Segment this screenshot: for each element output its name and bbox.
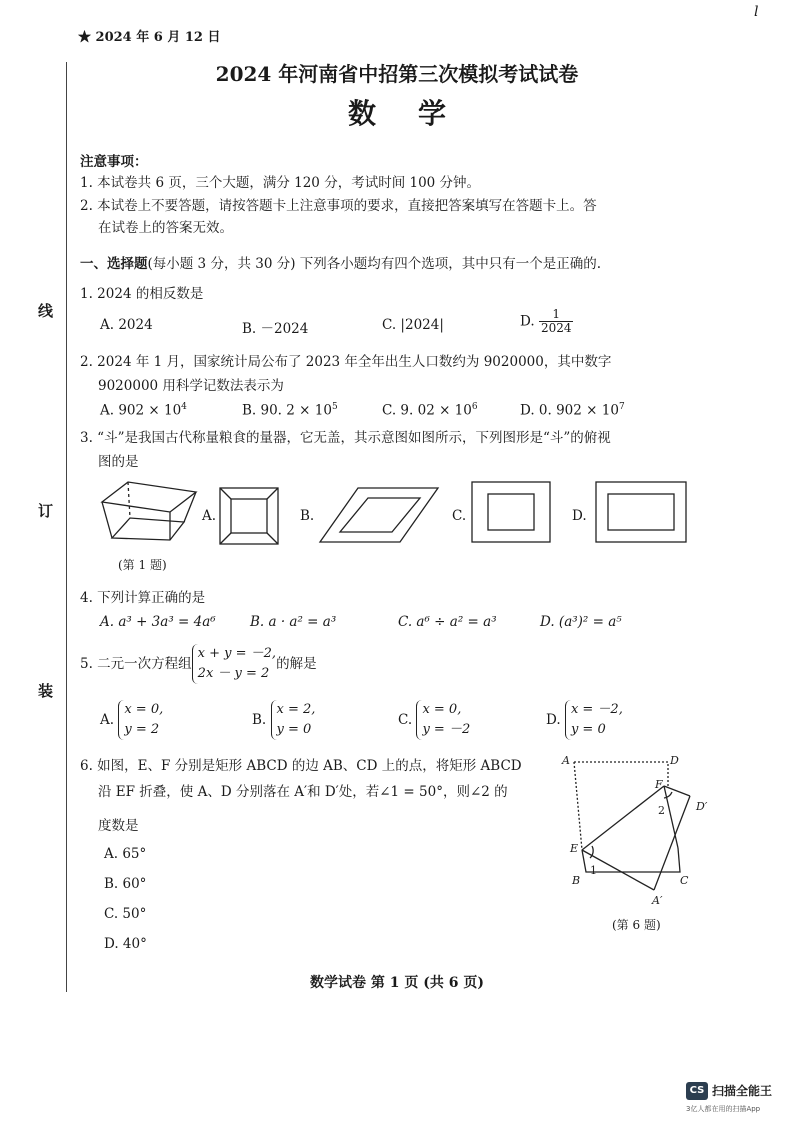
q4-option-c: C. a⁶ ÷ a² = a³ (398, 614, 497, 630)
q2-option-c (382, 402, 478, 419)
q1-option-c: C. |2024| (382, 317, 444, 333)
equation-line: x = 2, (276, 702, 316, 717)
q4-stem: 4. 下列计算正确的是 (80, 590, 206, 606)
q3-stem-line-2: 图的是 (98, 454, 139, 470)
q3-option-d-figure (596, 482, 688, 544)
notes-item-2-line-2: 在试卷上的答案无效。 (98, 220, 233, 236)
option-label: D. (546, 712, 561, 728)
label-c: C (680, 874, 689, 887)
exponent: 5 (331, 402, 338, 412)
exam-title: 2024 年河南省中招第三次模拟考试试卷 (215, 62, 579, 86)
binding-line (66, 62, 67, 992)
section-1-rule: (每小题 3 分，共 30 分) 下列各小题均有四个选项，其中只有一个是正确的. (147, 256, 602, 272)
label-a: A (562, 754, 570, 767)
q3-option-d-label: D. (572, 508, 587, 524)
q6-option-b: B. 60° (104, 876, 147, 892)
label-e: E (570, 842, 579, 855)
equation-line: x + y = －2, (197, 646, 277, 661)
fraction-denominator: 2024 (540, 321, 572, 335)
q1-stem: 1. 2024 的相反数是 (80, 286, 204, 302)
camscanner-tagline: 3亿人都在用的扫描App (686, 1105, 761, 1113)
q6-figure-caption: (第 6 题) (612, 918, 661, 932)
label-d: D (670, 754, 679, 767)
q3-option-a-figure (220, 488, 280, 546)
fraction-numerator: 1 (539, 308, 574, 322)
camscanner-name: 扫描全能王 (712, 1084, 773, 1098)
q3-option-b-figure (320, 488, 440, 544)
option-system (271, 700, 316, 740)
q5-option-d (546, 700, 623, 740)
margin-char-ding: 订 (38, 502, 54, 520)
q5-equation-system (192, 644, 276, 684)
option-system (565, 700, 623, 740)
q3-stem-line-1: 3. “斗”是我国古代称量粮食的量器，它无盖，其示意图如图所示，下列图形是“斗”的俯视 (80, 430, 611, 446)
option-system (118, 700, 163, 740)
q1-option-d-label: D. (520, 313, 535, 330)
margin-char-xian: 线 (38, 302, 54, 320)
q3-option-c-figure (472, 482, 552, 544)
option-text: D. 0. 902 × 10 (520, 402, 619, 419)
option-text: C. 9. 02 × 10 (382, 402, 472, 419)
equation-line: x = 0, (124, 702, 164, 717)
label-b: B (572, 874, 581, 887)
exponent: 7 (618, 402, 625, 412)
q4-option-a: A. a³ + 3a³ = 4a⁶ (100, 614, 216, 630)
q6-stem-line-1: 6. 如图，E、F 分别是矩形 ABCD 的边 AB、CD 上的点，将矩形 ABCD (80, 758, 522, 774)
q1-option-d (520, 308, 573, 335)
q3-option-b-label: B. (300, 508, 315, 524)
q1-option-d-fraction (539, 308, 574, 335)
q6-option-d: D. 40° (104, 936, 147, 952)
notes-item-2-line-1: 2. 本试卷上不要答题，请按答题卡上注意事项的要求，直接把答案填写在答题卡上。答 (80, 198, 597, 214)
exam-date: ★ 2024 年 6 月 12 日 (78, 30, 221, 45)
option-text: A. 902 × 10 (100, 402, 182, 419)
q2-option-b (242, 402, 338, 419)
equation-line: x = 0, (422, 702, 462, 717)
q5-option-b (252, 700, 315, 740)
q6-stem-line-2: 沿 EF 折叠，使 A、D 分别落在 A′和 D′处，若∠1 = 50°，则∠2 的 (98, 784, 508, 800)
notes-item-1: 1. 本试卷共 6 页，三个大题，满分 120 分，考试时间 100 分钟。 (80, 175, 481, 191)
q1-option-b: B. －2024 (242, 321, 309, 337)
option-label: B. (252, 712, 267, 728)
q3-option-a-label: A. (202, 508, 217, 524)
camscanner-logo-icon: CS (686, 1082, 708, 1100)
q2-stem-line-2: 9020000 用科学记数法表示为 (98, 378, 284, 394)
q4-option-d: D. (a³)² = a⁵ (540, 614, 622, 630)
exponent: 4 (181, 402, 187, 412)
angle-2-label: 2 (658, 804, 665, 817)
subject-title: 数学 (347, 97, 488, 130)
q6-fold-figure (560, 750, 720, 910)
equation-line: x = －2, (570, 702, 623, 717)
angle-1-label: 1 (590, 864, 597, 877)
margin-char-zhuang: 装 (38, 682, 54, 700)
notes-heading: 注意事项： (80, 154, 148, 170)
option-system (416, 700, 470, 740)
label-a-prime: A′ (652, 894, 663, 907)
q4-option-b: B. a · a² = a³ (250, 614, 337, 630)
q1-option-a: A. 2024 (100, 317, 153, 333)
q5-stem (80, 644, 317, 684)
q5-option-c (398, 700, 470, 740)
label-d-prime: D′ (696, 800, 708, 813)
equation-line: y = 0 (276, 722, 312, 737)
page-footer: 数学试卷 第 1 页 (共 6 页) (310, 975, 484, 991)
option-label: A. (100, 712, 115, 728)
option-label: C. (398, 712, 413, 728)
q2-stem-line-1: 2. 2024 年 1 月，国家统计局公布了 2023 年全年出生人口数约为 9020000，其中数字 (80, 354, 612, 370)
corner-mark: l (754, 4, 759, 20)
q2-option-a (100, 402, 187, 419)
q6-option-c: C. 50° (104, 906, 147, 922)
equation-line: y = －2 (422, 722, 471, 737)
equation-line: 2x － y = 2 (197, 666, 270, 681)
exponent: 6 (471, 402, 478, 412)
q5-option-a (100, 700, 163, 740)
q5-stem-suffix: 的解是 (276, 656, 317, 672)
dou-vessel-figure (100, 482, 200, 552)
equation-line: y = 0 (570, 722, 606, 737)
q2-option-d (520, 402, 625, 419)
q3-figure-caption: (第 1 题) (118, 558, 167, 572)
section-1-title: 一、选择题 (80, 256, 148, 272)
label-f: F (655, 778, 663, 791)
q6-stem-line-3: 度数是 (98, 818, 139, 834)
q6-option-a: A. 65° (104, 846, 147, 862)
option-text: B. 90. 2 × 10 (242, 402, 332, 419)
q3-option-c-label: C. (452, 508, 467, 524)
section-1-header (80, 254, 601, 274)
equation-line: y = 2 (124, 722, 160, 737)
q5-stem-prefix: 5. 二元一次方程组 (80, 656, 192, 672)
